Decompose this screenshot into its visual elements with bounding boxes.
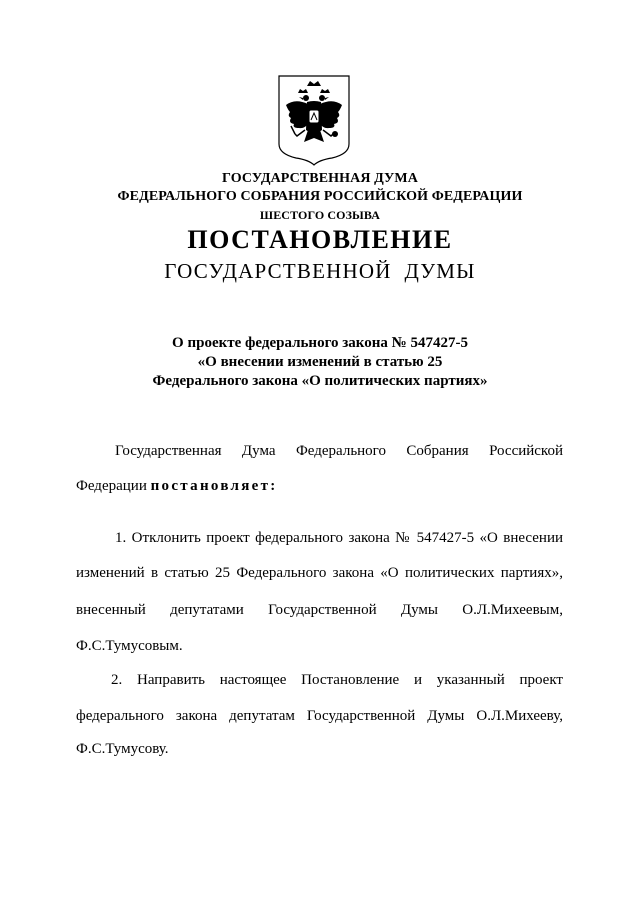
preamble-text: Федерации	[76, 478, 151, 494]
item-1-line-1: 1. Отклонить проект федерального закона № 547427-5 «О внесении	[115, 530, 563, 546]
item-1-line-4: Ф.С.Тумусовым.	[76, 638, 183, 654]
document-subtitle: ГОСУДАРСТВЕННОЙ ДУМЫ	[164, 259, 476, 283]
issuing-body-line-1: ГОСУДАРСТВЕННАЯ ДУМА	[222, 171, 418, 186]
issuing-body	[0, 170, 640, 224]
issuing-body-line-2: ФЕДЕРАЛЬНОГО СОБРАНИЯ РОССИЙСКОЙ ФЕДЕРАЦИИ	[117, 189, 523, 204]
item-2-line-2: федерального закона депутатам Государственной Думы О.Л.Михееву,	[76, 708, 563, 724]
item-1-line-3: внесенный депутатами Государственной Думы О.Л.Михеевым,	[76, 602, 563, 618]
document-title: ПОСТАНОВЛЕНИЕ	[187, 225, 453, 254]
item-2-line-3: Ф.С.Тумусову.	[76, 741, 169, 757]
subject-line-2: «О внесении изменений в статью 25	[197, 354, 443, 370]
subject-line-1: О проекте федерального закона № 547427-5	[172, 335, 468, 351]
item-2-line-1: 2. Направить настоящее Постановление и указанный проект	[111, 672, 563, 688]
issuing-body-line-3: ШЕСТОГО СОЗЫВА	[259, 208, 381, 222]
preamble-line-2	[76, 476, 563, 496]
coat-of-arms-emblem	[277, 74, 351, 166]
resolves-word: постановляет:	[150, 478, 278, 494]
item-1-line-2: изменений в статью 25 Федерального закона «О политических партиях»,	[76, 565, 563, 581]
subject-line-3: Федерального закона «О политических партиях»	[152, 373, 488, 389]
preamble-line-1: Государственная Дума Федерального Собрания Российской	[115, 443, 563, 459]
resolution-subject	[0, 334, 640, 391]
